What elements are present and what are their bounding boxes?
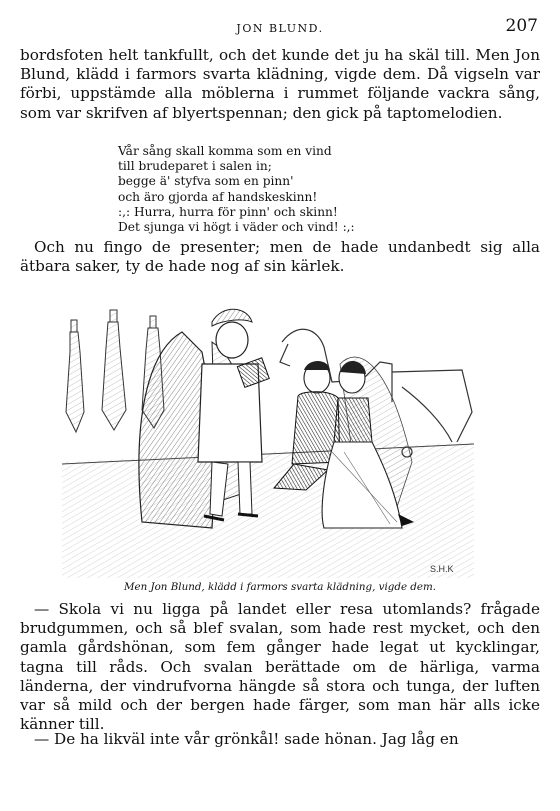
artist-monogram: S.H.K xyxy=(430,564,454,574)
wedding-engraving-illustration xyxy=(62,292,474,578)
illustration-caption: Men Jon Blund, klädd i farmors svarta klädning, vigde dem. xyxy=(123,581,437,593)
verse-line: Det sjunga vi högt i väder och vind! :,: xyxy=(118,219,355,234)
verse-line: begge ä' styfva som en pinn' xyxy=(118,174,294,189)
verse-line: och äro gjorda af handskeskinn! xyxy=(118,189,318,204)
paragraph-3: — Skola vi nu ligga på landet eller resa utomlands? frågade brudgummen, och så blef svalan, som hade rest mycket, och den gamla gårdshönan, som fem gånger hade legat ut kycklingar, tagna till råds. Och svalan berättade om de härliga, varma länderna, der vindrufvorna hängde så stora och tunga, der luften var så mild och der bergen hade färger, som man här alls icke känner till. xyxy=(20,600,540,734)
verse-line: till brudeparet i salen in; xyxy=(118,159,272,174)
paragraph-2: Och nu fingo de presenter; men de hade undanbedt sig alla ätbara saker, ty de hade nog af sin kärlek. xyxy=(20,238,540,276)
running-title: JON BLUND. xyxy=(236,22,324,35)
running-head xyxy=(20,16,540,40)
paragraph-4: — De ha likväl inte vår grönkål! sade hönan. Jag låg en xyxy=(34,730,459,748)
page-number: 207 xyxy=(505,16,538,36)
verse-line: :,: Hurra, hurra för pinn' och skinn! xyxy=(118,204,338,219)
paragraph-1: bordsfoten helt tankfullt, och det kunde det ju ha skäl till. Men Jon Blund, klädd i farmors svarta klädning, vigde dem. Då vigseln var förbi, uppstämde alla möblerna i rummet följande vackra sång, som var skrifven af blyertspennan; den gick på taptomelodien. xyxy=(20,46,540,122)
verse-block xyxy=(118,144,498,235)
verse-line: Vår sång skall komma som en vind xyxy=(118,144,332,158)
